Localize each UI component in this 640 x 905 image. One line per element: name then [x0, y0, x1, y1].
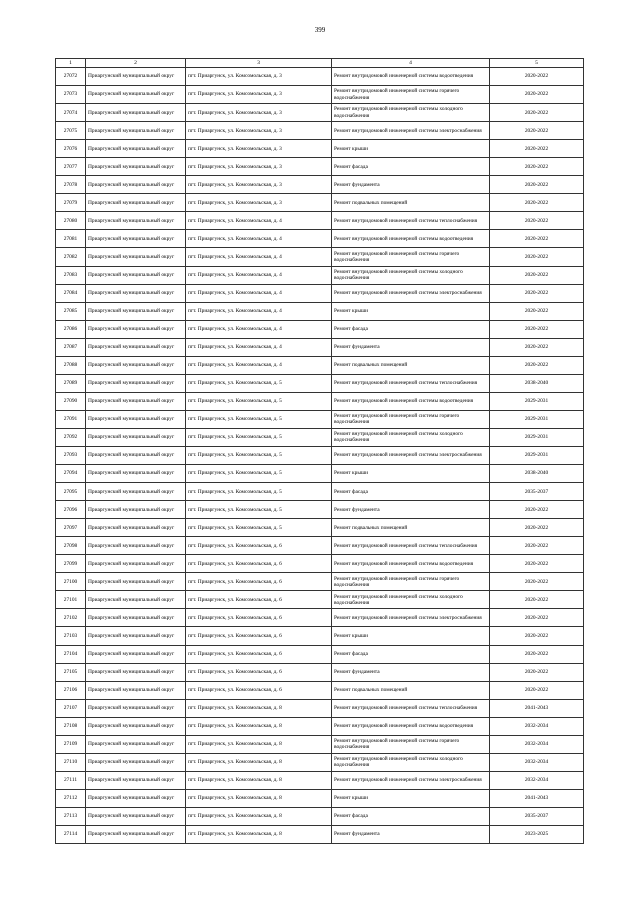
address-cell: пгт. Приаргунск, ул. Комсомольская, д. 3 — [186, 140, 332, 158]
district-cell: Приаргунский муниципальный округ — [86, 519, 186, 537]
table-row — [56, 735, 584, 753]
table-row — [56, 356, 584, 374]
work-type-cell: Ремонт внутридомовой инженерной системы горячего водоснабжения — [332, 248, 490, 266]
table-row — [56, 519, 584, 537]
district-cell: Приаргунский муниципальный округ — [86, 483, 186, 501]
district-cell: Приаргунский муниципальный округ — [86, 771, 186, 789]
district-cell: Приаргунский муниципальный округ — [86, 501, 186, 519]
work-type-cell: Ремонт внутридомовой инженерной системы водоотведения — [332, 68, 490, 86]
table-row — [56, 591, 584, 609]
work-type-cell: Ремонт внутридомовой инженерной системы холодного водоснабжения — [332, 266, 490, 284]
row-number-cell: 27100 — [56, 573, 86, 591]
table-row — [56, 428, 584, 446]
district-cell: Приаргунский муниципальный округ — [86, 302, 186, 320]
row-number-cell: 27083 — [56, 266, 86, 284]
period-cell: 2038-2040 — [490, 465, 584, 483]
address-cell: пгт. Приаргунск, ул. Комсомольская, д. 3 — [186, 194, 332, 212]
column-header: 3 — [186, 59, 332, 68]
work-type-cell: Ремонт крыши — [332, 465, 490, 483]
district-cell: Приаргунский муниципальный округ — [86, 573, 186, 591]
work-type-cell: Ремонт фасада — [332, 483, 490, 501]
work-type-cell: Ремонт подвальных помещений — [332, 519, 490, 537]
address-cell: пгт. Приаргунск, ул. Комсомольская, д. 6 — [186, 573, 332, 591]
period-cell: 2020-2022 — [490, 158, 584, 176]
work-type-cell: Ремонт подвальных помещений — [332, 194, 490, 212]
row-number-cell: 27097 — [56, 519, 86, 537]
district-cell: Приаргунский муниципальный округ — [86, 122, 186, 140]
district-cell: Приаргунский муниципальный округ — [86, 374, 186, 392]
address-cell: пгт. Приаргунск, ул. Комсомольская, д. 5 — [186, 374, 332, 392]
period-cell: 2020-2022 — [490, 68, 584, 86]
row-number-cell: 27093 — [56, 446, 86, 464]
district-cell: Приаргунский муниципальный округ — [86, 356, 186, 374]
work-type-cell: Ремонт фундамента — [332, 825, 490, 843]
row-number-cell: 27090 — [56, 392, 86, 410]
period-cell: 2041-2043 — [490, 699, 584, 717]
address-cell: пгт. Приаргунск, ул. Комсомольская, д. 5 — [186, 519, 332, 537]
period-cell: 2020-2022 — [490, 194, 584, 212]
work-type-cell: Ремонт фундамента — [332, 176, 490, 194]
address-cell: пгт. Приаргунск, ул. Комсомольская, д. 4 — [186, 266, 332, 284]
table-row — [56, 663, 584, 681]
district-cell: Приаргунский муниципальный округ — [86, 591, 186, 609]
district-cell: Приаргунский муниципальный округ — [86, 627, 186, 645]
period-cell: 2029-2031 — [490, 410, 584, 428]
work-type-cell: Ремонт внутридомовой инженерной системы электроснабжения — [332, 771, 490, 789]
table-row — [56, 771, 584, 789]
table-row — [56, 573, 584, 591]
address-cell: пгт. Приаргунск, ул. Комсомольская, д. 6 — [186, 663, 332, 681]
period-cell: 2020-2022 — [490, 320, 584, 338]
address-cell: пгт. Приаргунск, ул. Комсомольская, д. 6 — [186, 609, 332, 627]
district-cell: Приаргунский муниципальный округ — [86, 555, 186, 573]
period-cell: 2020-2022 — [490, 609, 584, 627]
row-number-cell: 27113 — [56, 807, 86, 825]
address-cell: пгт. Приаргунск, ул. Комсомольская, д. 6 — [186, 537, 332, 555]
row-number-cell: 27112 — [56, 789, 86, 807]
row-number-cell: 27082 — [56, 248, 86, 266]
period-cell: 2020-2022 — [490, 140, 584, 158]
table-row — [56, 212, 584, 230]
district-cell: Приаргунский муниципальный округ — [86, 158, 186, 176]
work-type-cell: Ремонт внутридомовой инженерной системы горячего водоснабжения — [332, 410, 490, 428]
period-cell: 2038-2040 — [490, 374, 584, 392]
work-type-cell: Ремонт внутридомовой инженерной системы электроснабжения — [332, 609, 490, 627]
row-number-cell: 27098 — [56, 537, 86, 555]
period-cell: 2020-2022 — [490, 86, 584, 104]
table-row — [56, 501, 584, 519]
address-cell: пгт. Приаргунск, ул. Комсомольская, д. 5 — [186, 392, 332, 410]
row-number-cell: 27099 — [56, 555, 86, 573]
period-cell: 2020-2022 — [490, 537, 584, 555]
district-cell: Приаргунский муниципальный округ — [86, 465, 186, 483]
district-cell: Приаргунский муниципальный округ — [86, 825, 186, 843]
work-type-cell: Ремонт внутридомовой инженерной системы водоотведения — [332, 392, 490, 410]
period-cell: 2023-2025 — [490, 825, 584, 843]
row-number-cell: 27078 — [56, 176, 86, 194]
district-cell: Приаргунский муниципальный округ — [86, 663, 186, 681]
row-number-cell: 27114 — [56, 825, 86, 843]
address-cell: пгт. Приаргунск, ул. Комсомольская, д. 5 — [186, 428, 332, 446]
work-type-cell: Ремонт фундамента — [332, 338, 490, 356]
address-cell: пгт. Приаргунск, ул. Комсомольская, д. 8 — [186, 735, 332, 753]
table-row — [56, 176, 584, 194]
work-type-cell: Ремонт внутридомовой инженерной системы холодного водоснабжения — [332, 428, 490, 446]
district-cell: Приаргунский муниципальный округ — [86, 681, 186, 699]
row-number-cell: 27085 — [56, 302, 86, 320]
work-type-cell: Ремонт внутридомовой инженерной системы горячего водоснабжения — [332, 86, 490, 104]
address-cell: пгт. Приаргунск, ул. Комсомольская, д. 4 — [186, 302, 332, 320]
address-cell: пгт. Приаргунск, ул. Комсомольская, д. 6 — [186, 555, 332, 573]
table-row — [56, 537, 584, 555]
row-number-cell: 27089 — [56, 374, 86, 392]
work-type-cell: Ремонт внутридомовой инженерной системы холодного водоснабжения — [332, 104, 490, 122]
repair-schedule-table — [55, 58, 584, 844]
period-cell: 2020-2022 — [490, 591, 584, 609]
table-row — [56, 825, 584, 843]
period-cell: 2035-2037 — [490, 483, 584, 501]
row-number-cell: 27075 — [56, 122, 86, 140]
district-cell: Приаргунский муниципальный округ — [86, 717, 186, 735]
period-cell: 2032-2034 — [490, 735, 584, 753]
period-cell: 2041-2043 — [490, 789, 584, 807]
address-cell: пгт. Приаргунск, ул. Комсомольская, д. 4 — [186, 212, 332, 230]
row-number-cell: 27104 — [56, 645, 86, 663]
district-cell: Приаргунский муниципальный округ — [86, 645, 186, 663]
address-cell: пгт. Приаргунск, ул. Комсомольская, д. 4 — [186, 320, 332, 338]
period-cell: 2020-2022 — [490, 555, 584, 573]
row-number-cell: 27111 — [56, 771, 86, 789]
row-number-cell: 27108 — [56, 717, 86, 735]
district-cell: Приаргунский муниципальный округ — [86, 320, 186, 338]
row-number-cell: 27073 — [56, 86, 86, 104]
work-type-cell: Ремонт крыши — [332, 627, 490, 645]
period-cell: 2020-2022 — [490, 212, 584, 230]
address-cell: пгт. Приаргунск, ул. Комсомольская, д. 3 — [186, 86, 332, 104]
district-cell: Приаргунский муниципальный округ — [86, 248, 186, 266]
row-number-cell: 27077 — [56, 158, 86, 176]
row-number-cell: 27103 — [56, 627, 86, 645]
district-cell: Приаргунский муниципальный округ — [86, 699, 186, 717]
district-cell: Приаргунский муниципальный округ — [86, 68, 186, 86]
row-number-cell: 27074 — [56, 104, 86, 122]
period-cell: 2020-2022 — [490, 627, 584, 645]
table-row — [56, 465, 584, 483]
address-cell: пгт. Приаргунск, ул. Комсомольская, д. 8 — [186, 699, 332, 717]
table-row — [56, 555, 584, 573]
table-row — [56, 338, 584, 356]
table-row — [56, 86, 584, 104]
district-cell: Приаргунский муниципальный округ — [86, 446, 186, 464]
table-row — [56, 140, 584, 158]
district-cell: Приаргунский муниципальный округ — [86, 266, 186, 284]
district-cell: Приаргунский муниципальный округ — [86, 140, 186, 158]
period-cell: 2032-2034 — [490, 753, 584, 771]
address-cell: пгт. Приаргунск, ул. Комсомольская, д. 8 — [186, 717, 332, 735]
table-row — [56, 699, 584, 717]
row-number-cell: 27106 — [56, 681, 86, 699]
district-cell: Приаргунский муниципальный округ — [86, 735, 186, 753]
district-cell: Приаргунский муниципальный округ — [86, 176, 186, 194]
work-type-cell: Ремонт внутридомовой инженерной системы электроснабжения — [332, 284, 490, 302]
work-type-cell: Ремонт фасада — [332, 320, 490, 338]
table-row — [56, 627, 584, 645]
table-row — [56, 284, 584, 302]
table-row — [56, 248, 584, 266]
address-cell: пгт. Приаргунск, ул. Комсомольская, д. 3 — [186, 122, 332, 140]
table-row — [56, 807, 584, 825]
work-type-cell: Ремонт фасада — [332, 645, 490, 663]
period-cell: 2029-2031 — [490, 428, 584, 446]
row-number-cell: 27101 — [56, 591, 86, 609]
address-cell: пгт. Приаргунск, ул. Комсомольская, д. 8 — [186, 789, 332, 807]
table-row — [56, 717, 584, 735]
table-row — [56, 374, 584, 392]
period-cell: 2020-2022 — [490, 248, 584, 266]
row-number-cell: 27076 — [56, 140, 86, 158]
work-type-cell: Ремонт внутридомовой инженерной системы холодного водоснабжения — [332, 753, 490, 771]
district-cell: Приаргунский муниципальный округ — [86, 212, 186, 230]
row-number-cell: 27094 — [56, 465, 86, 483]
address-cell: пгт. Приаргунск, ул. Комсомольская, д. 5 — [186, 501, 332, 519]
table-row — [56, 320, 584, 338]
address-cell: пгт. Приаргунск, ул. Комсомольская, д. 4 — [186, 230, 332, 248]
period-cell: 2020-2022 — [490, 501, 584, 519]
period-cell: 2035-2037 — [490, 807, 584, 825]
work-type-cell: Ремонт внутридомовой инженерной системы горячего водоснабжения — [332, 573, 490, 591]
work-type-cell: Ремонт внутридомовой инженерной системы теплоснабжения — [332, 699, 490, 717]
address-cell: пгт. Приаргунск, ул. Комсомольская, д. 8 — [186, 807, 332, 825]
district-cell: Приаргунский муниципальный округ — [86, 537, 186, 555]
district-cell: Приаргунский муниципальный округ — [86, 410, 186, 428]
district-cell: Приаргунский муниципальный округ — [86, 86, 186, 104]
address-cell: пгт. Приаргунск, ул. Комсомольская, д. 3 — [186, 68, 332, 86]
period-cell: 2020-2022 — [490, 266, 584, 284]
address-cell: пгт. Приаргунск, ул. Комсомольская, д. 5 — [186, 446, 332, 464]
address-cell: пгт. Приаргунск, ул. Комсомольская, д. 3 — [186, 104, 332, 122]
work-type-cell: Ремонт крыши — [332, 140, 490, 158]
page-number: 399 — [314, 26, 326, 34]
district-cell: Приаргунский муниципальный округ — [86, 609, 186, 627]
work-type-cell: Ремонт внутридомовой инженерной системы электроснабжения — [332, 446, 490, 464]
district-cell: Приаргунский муниципальный округ — [86, 194, 186, 212]
row-number-cell: 27081 — [56, 230, 86, 248]
period-cell: 2020-2022 — [490, 573, 584, 591]
row-number-cell: 27110 — [56, 753, 86, 771]
address-cell: пгт. Приаргунск, ул. Комсомольская, д. 4 — [186, 338, 332, 356]
work-type-cell: Ремонт внутридомовой инженерной системы теплоснабжения — [332, 212, 490, 230]
table-row — [56, 483, 584, 501]
table-row — [56, 104, 584, 122]
period-cell: 2020-2022 — [490, 645, 584, 663]
district-cell: Приаргунский муниципальный округ — [86, 428, 186, 446]
address-cell: пгт. Приаргунск, ул. Комсомольская, д. 6 — [186, 645, 332, 663]
address-cell: пгт. Приаргунск, ул. Комсомольская, д. 4 — [186, 284, 332, 302]
table-row — [56, 446, 584, 464]
row-number-cell: 27091 — [56, 410, 86, 428]
table-row — [56, 410, 584, 428]
table-row — [56, 789, 584, 807]
address-cell: пгт. Приаргунск, ул. Комсомольская, д. 5 — [186, 465, 332, 483]
row-number-cell: 27086 — [56, 320, 86, 338]
district-cell: Приаргунский муниципальный округ — [86, 284, 186, 302]
row-number-cell: 27072 — [56, 68, 86, 86]
row-number-cell: 27088 — [56, 356, 86, 374]
table-row — [56, 194, 584, 212]
district-cell: Приаргунский муниципальный округ — [86, 230, 186, 248]
work-type-cell: Ремонт внутридомовой инженерной системы водоотведения — [332, 717, 490, 735]
period-cell: 2020-2022 — [490, 338, 584, 356]
row-number-cell: 27087 — [56, 338, 86, 356]
work-type-cell: Ремонт фундамента — [332, 501, 490, 519]
district-cell: Приаргунский муниципальный округ — [86, 104, 186, 122]
period-cell: 2020-2022 — [490, 104, 584, 122]
period-cell: 2020-2022 — [490, 663, 584, 681]
table-row — [56, 645, 584, 663]
table-row — [56, 266, 584, 284]
district-cell: Приаргунский муниципальный округ — [86, 789, 186, 807]
work-type-cell: Ремонт внутридомовой инженерной системы водоотведения — [332, 555, 490, 573]
work-type-cell: Ремонт внутридомовой инженерной системы холодного водоснабжения — [332, 591, 490, 609]
row-number-cell: 27084 — [56, 284, 86, 302]
table-row — [56, 681, 584, 699]
table-row — [56, 302, 584, 320]
column-header: 1 — [56, 59, 86, 68]
work-type-cell: Ремонт фасада — [332, 807, 490, 825]
column-header: 2 — [86, 59, 186, 68]
work-type-cell: Ремонт внутридомовой инженерной системы теплоснабжения — [332, 374, 490, 392]
address-cell: пгт. Приаргунск, ул. Комсомольская, д. 8 — [186, 753, 332, 771]
table-row — [56, 68, 584, 86]
row-number-cell: 27092 — [56, 428, 86, 446]
row-number-cell: 27107 — [56, 699, 86, 717]
table-row — [56, 158, 584, 176]
work-type-cell: Ремонт крыши — [332, 789, 490, 807]
district-cell: Приаргунский муниципальный округ — [86, 338, 186, 356]
row-number-cell: 27109 — [56, 735, 86, 753]
address-cell: пгт. Приаргунск, ул. Комсомольская, д. 3 — [186, 158, 332, 176]
work-type-cell: Ремонт внутридомовой инженерной системы горячего водоснабжения — [332, 735, 490, 753]
period-cell: 2032-2034 — [490, 771, 584, 789]
address-cell: пгт. Приаргунск, ул. Комсомольская, д. 6 — [186, 627, 332, 645]
work-type-cell: Ремонт внутридомовой инженерной системы электроснабжения — [332, 122, 490, 140]
period-cell: 2029-2031 — [490, 446, 584, 464]
work-type-cell: Ремонт фундамента — [332, 663, 490, 681]
period-cell: 2020-2022 — [490, 519, 584, 537]
table-row — [56, 392, 584, 410]
work-type-cell: Ремонт подвальных помещений — [332, 681, 490, 699]
table-row — [56, 122, 584, 140]
period-cell: 2020-2022 — [490, 681, 584, 699]
address-cell: пгт. Приаргунск, ул. Комсомольская, д. 4 — [186, 248, 332, 266]
row-number-cell: 27080 — [56, 212, 86, 230]
address-cell: пгт. Приаргунск, ул. Комсомольская, д. 8 — [186, 771, 332, 789]
period-cell: 2020-2022 — [490, 356, 584, 374]
row-number-cell: 27079 — [56, 194, 86, 212]
period-cell: 2020-2022 — [490, 284, 584, 302]
period-cell: 2032-2034 — [490, 717, 584, 735]
district-cell: Приаргунский муниципальный округ — [86, 807, 186, 825]
table-body — [56, 68, 584, 844]
work-type-cell: Ремонт внутридомовой инженерной системы водоотведения — [332, 230, 490, 248]
row-number-cell: 27095 — [56, 483, 86, 501]
address-cell: пгт. Приаргунск, ул. Комсомольская, д. 4 — [186, 356, 332, 374]
address-cell: пгт. Приаргунск, ул. Комсомольская, д. 6 — [186, 591, 332, 609]
period-cell: 2020-2022 — [490, 176, 584, 194]
row-number-cell: 27105 — [56, 663, 86, 681]
row-number-cell: 27096 — [56, 501, 86, 519]
address-cell: пгт. Приаргунск, ул. Комсомольская, д. 6 — [186, 681, 332, 699]
district-cell: Приаргунский муниципальный округ — [86, 392, 186, 410]
work-type-cell: Ремонт внутридомовой инженерной системы теплоснабжения — [332, 537, 490, 555]
work-type-cell: Ремонт подвальных помещений — [332, 356, 490, 374]
column-header: 4 — [332, 59, 490, 68]
address-cell: пгт. Приаргунск, ул. Комсомольская, д. 3 — [186, 176, 332, 194]
header-row — [56, 59, 584, 68]
work-type-cell: Ремонт фасада — [332, 158, 490, 176]
period-cell: 2029-2031 — [490, 392, 584, 410]
period-cell: 2020-2022 — [490, 122, 584, 140]
work-type-cell: Ремонт крыши — [332, 302, 490, 320]
period-cell: 2020-2022 — [490, 302, 584, 320]
table-row — [56, 230, 584, 248]
row-number-cell: 27102 — [56, 609, 86, 627]
table-row — [56, 609, 584, 627]
address-cell: пгт. Приаргунск, ул. Комсомольская, д. 5 — [186, 483, 332, 501]
column-header: 5 — [490, 59, 584, 68]
period-cell: 2020-2022 — [490, 230, 584, 248]
address-cell: пгт. Приаргунск, ул. Комсомольская, д. 5 — [186, 410, 332, 428]
district-cell: Приаргунский муниципальный округ — [86, 753, 186, 771]
table-row — [56, 753, 584, 771]
address-cell: пгт. Приаргунск, ул. Комсомольская, д. 8 — [186, 825, 332, 843]
